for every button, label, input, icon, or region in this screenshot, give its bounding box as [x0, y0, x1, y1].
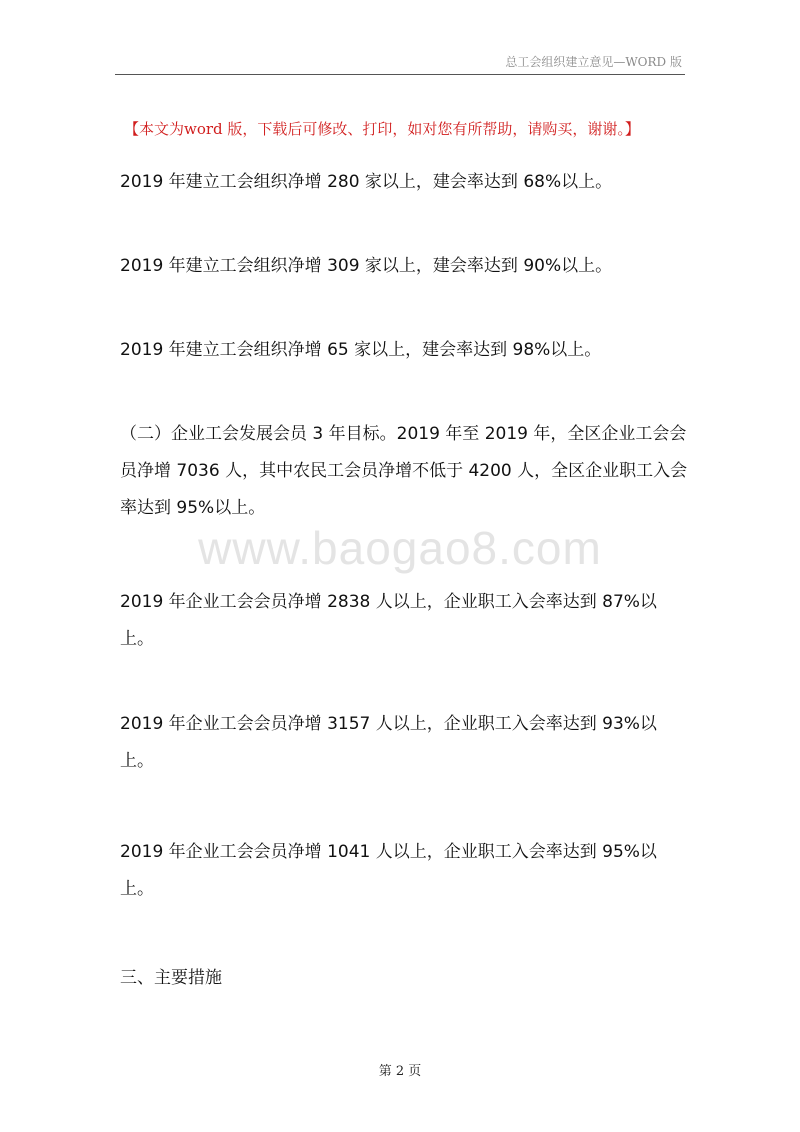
section-heading-measures: 三、主要措施 — [120, 968, 222, 988]
paragraph-member-2019-a: 2019 年企业工会会员净增 2838 人以上，企业职工入会率达到 87%以上。 — [120, 592, 657, 649]
paragraph-member-goal: （二）企业工会发展会员 3 年目标。2019 年至 2019 年，全区企业工会会员净增 7036 人，其中农民工会员净增不低于 4200 人，全区企业职工入会率达到 95%以上。 — [120, 424, 688, 518]
paragraph-target-2019-a: 2019 年建立工会组织净增 280 家以上，建会率达到 68%以上。 — [120, 172, 613, 192]
header-divider — [115, 74, 685, 75]
paragraph-member-2019-c: 2019 年企业工会会员净增 1041 人以上，企业职工入会率达到 95%以上。 — [120, 842, 657, 899]
watermark: www.baogao8.com — [198, 522, 602, 574]
paragraph-target-2019-b: 2019 年建立工会组织净增 309 家以上，建会率达到 90%以上。 — [120, 256, 613, 276]
header-title: 总工会组织建立意见—WORD 版 — [505, 55, 682, 69]
paragraph-target-2019-c: 2019 年建立工会组织净增 65 家以上，建会率达到 98%以上。 — [120, 340, 602, 360]
purchase-notice: 【本文为word 版，下载后可修改、打印，如对您有所帮助，请购买，谢谢。】 — [124, 120, 640, 138]
paragraph-member-2019-b: 2019 年企业工会会员净增 3157 人以上，企业职工入会率达到 93%以上。 — [120, 714, 657, 771]
page-number: 第 2 页 — [378, 1064, 422, 1079]
